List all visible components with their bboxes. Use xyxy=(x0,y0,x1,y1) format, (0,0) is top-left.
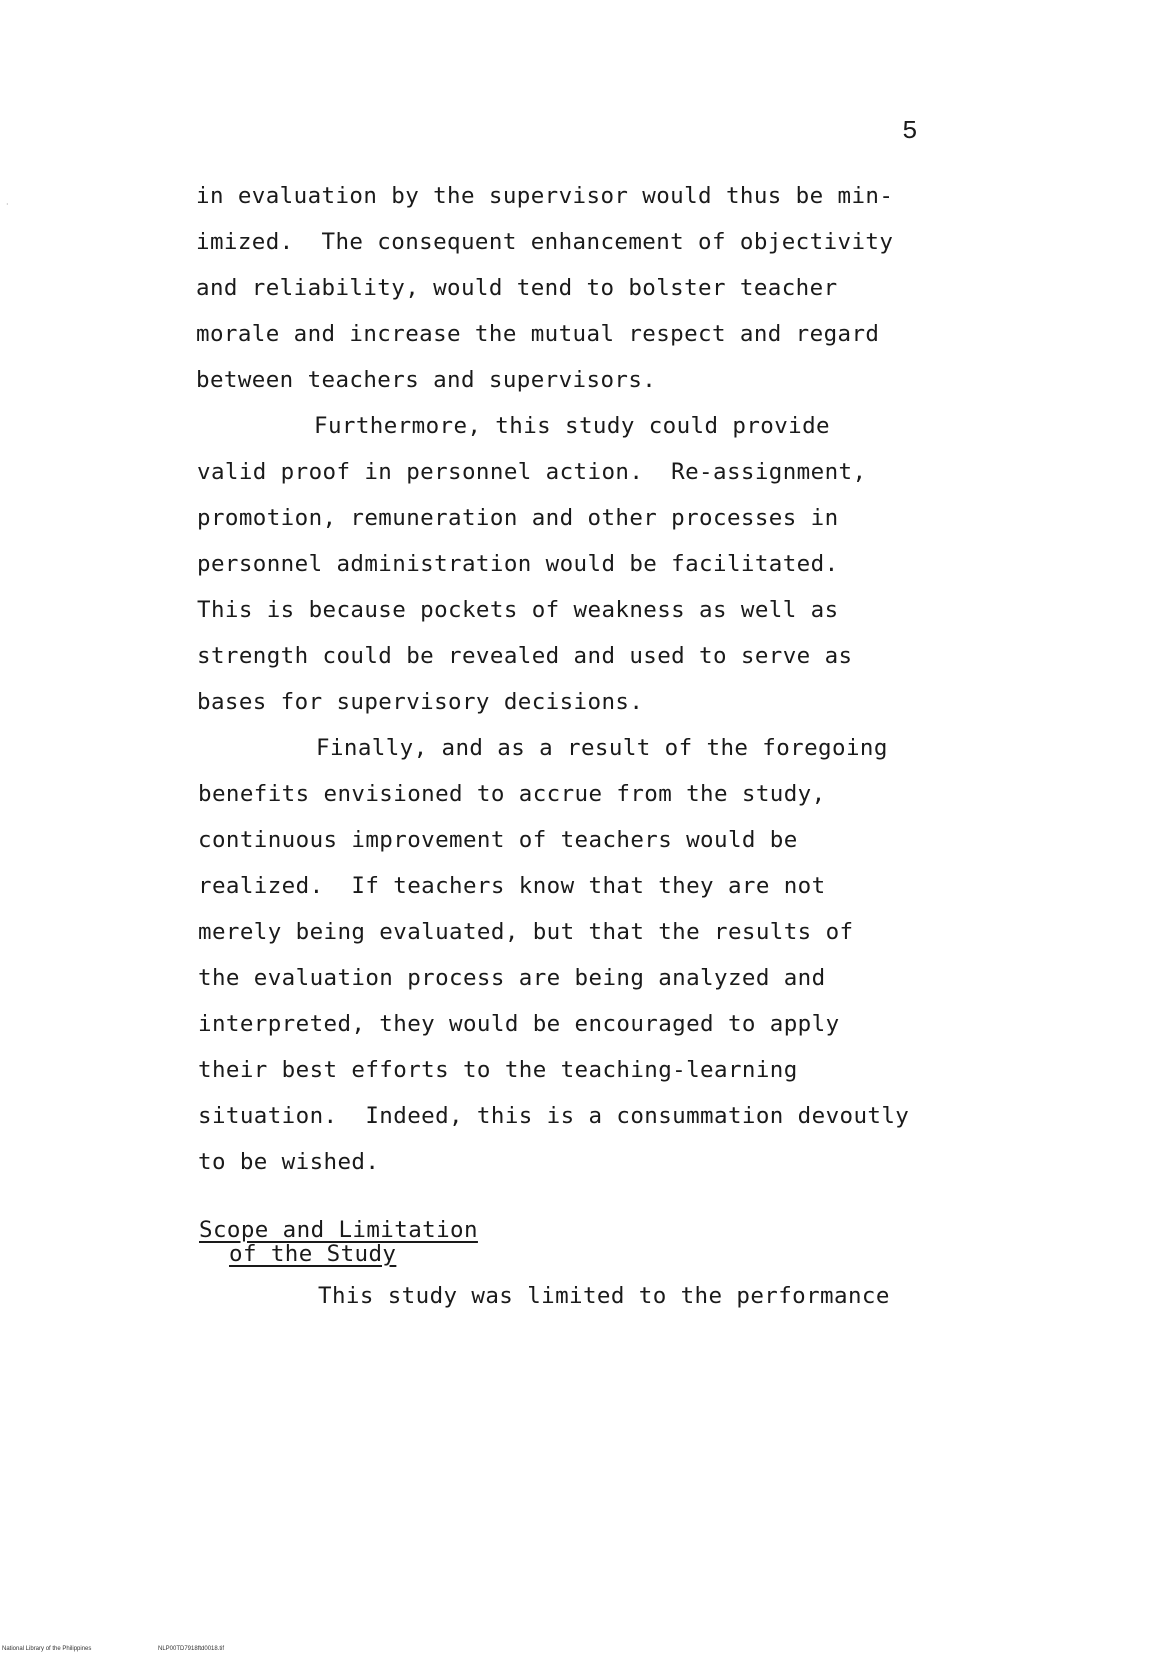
text-line: This is because pockets of weakness as well as xyxy=(197,597,839,623)
text-line: interpreted, they would be encouraged to apply xyxy=(198,1011,840,1037)
footer-file-label: NLP00TD7918ftd0018.tif xyxy=(158,1646,225,1652)
text-line: valid proof in personnel action. Re-assignment, xyxy=(197,459,867,485)
text-line: promotion, remuneration and other processes in xyxy=(197,505,839,531)
text-line: and reliability, would tend to bolster teacher xyxy=(196,275,838,301)
text-line: continuous improvement of teachers would be xyxy=(198,827,798,853)
text-line: imized. The consequent enhancement of objectivity xyxy=(196,229,894,255)
text-line: benefits envisioned to accrue from the study, xyxy=(198,781,826,807)
text-line: Finally, and as a result of the foregoing xyxy=(316,735,888,761)
text-line: in evaluation by the supervisor would thus be min- xyxy=(196,183,894,209)
scan-edge-mark: · xyxy=(6,200,9,209)
text-line: their best efforts to the teaching-learning xyxy=(198,1057,798,1083)
text-line: situation. Indeed, this is a consummation devoutly xyxy=(198,1103,910,1129)
text-line: the evaluation process are being analyzed and xyxy=(198,965,826,991)
text-line: This study was limited to the performance xyxy=(318,1283,890,1309)
text-line: Furthermore, this study could provide xyxy=(314,413,831,439)
text-line: to be wished. xyxy=(198,1149,380,1175)
text-line: morale and increase the mutual respect and regard xyxy=(196,321,880,347)
text-line: merely being evaluated, but that the results of xyxy=(198,919,854,945)
text-line: strength could be revealed and used to serve as xyxy=(197,643,853,669)
section-heading-line1: Scope and Limitation xyxy=(199,1217,478,1243)
page-number: 5 xyxy=(902,116,918,146)
text-line: personnel administration would be facilitated. xyxy=(197,551,839,577)
text-line: between teachers and supervisors. xyxy=(196,367,657,393)
footer-library-label: National Library of the Philippines xyxy=(2,1646,92,1652)
section-heading-line2: of the Study xyxy=(229,1241,397,1267)
text-line: bases for supervisory decisions. xyxy=(197,689,644,715)
text-line: realized. If teachers know that they are not xyxy=(198,873,826,899)
